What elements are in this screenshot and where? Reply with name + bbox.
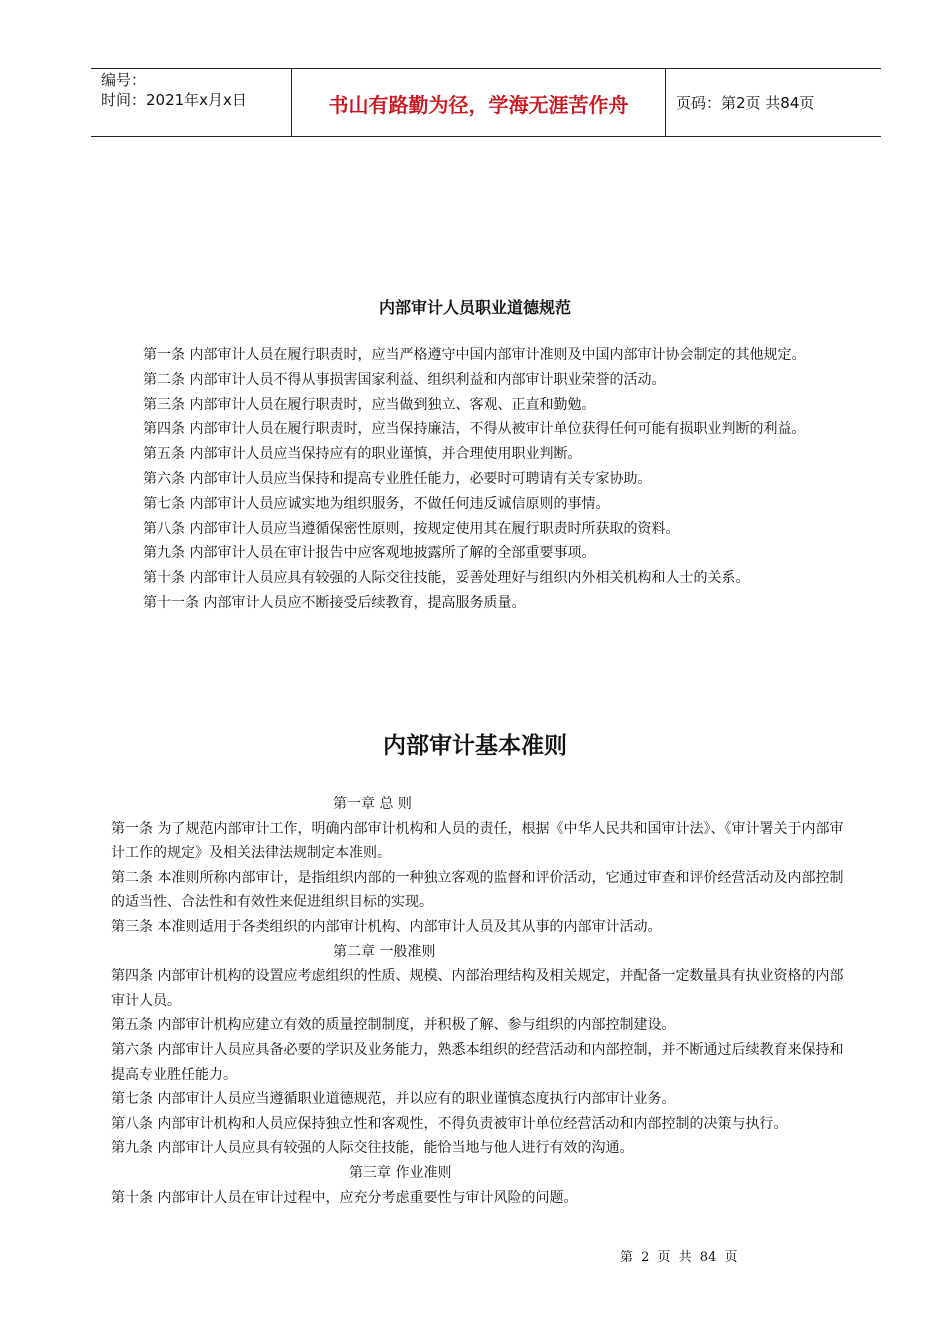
page-footer: 第 2 页 共 84 页 xyxy=(620,1250,738,1265)
standards-article-9: 第九条 内部审计人员应具有较强的人际交往技能，能恰当地与他人进行有效的沟通。 xyxy=(111,1140,634,1157)
ethics-article-4: 第四条 内部审计人员在履行职责时，应当保持廉洁，不得从被审计单位获得任何可能有损职业判断的利益。 xyxy=(143,421,806,438)
header-bottom-rule xyxy=(91,136,881,137)
ethics-article-5: 第五条 内部审计人员应当保持应有的职业谨慎，并合理使用职业判断。 xyxy=(143,446,582,463)
number-label: 编号： xyxy=(101,71,147,89)
header-divider-right xyxy=(665,69,666,136)
standards-article-3: 第三条 本准则适用于各类组织的内部审计机构、内部审计人员及其从事的内部审计活动。 xyxy=(111,918,662,935)
ethics-article-3: 第三条 内部审计人员在履行职责时，应当做到独立、客观、正直和勤勉。 xyxy=(143,396,596,413)
standards-title: 内部审计基本准则 xyxy=(383,733,567,759)
standards-body xyxy=(111,792,856,1210)
standards-article-2: 第二条 本准则所称内部审计，是指组织内部的一种独立客观的监督和评价活动，它通过审查和评价经营活动及内部控制的适当性、合法性和有效性来促进组织目标的实现。 xyxy=(111,869,844,911)
standards-article-7: 第七条 内部审计人员应当遵循职业道德规范，并以应有的职业谨慎态度执行内部审计业务。 xyxy=(111,1091,676,1108)
time-label: 时间：2021年x月x日 xyxy=(101,91,247,109)
standards-article-1: 第一条 为了规范内部审计工作，明确内部审计机构和人员的责任，根据《中华人民共和国审计法》、《审计署关于内部审计工作的规定》及相关法律法规制定本准则。 xyxy=(111,820,844,862)
standards-article-6: 第六条 内部审计人员应具备必要的学识及业务能力，熟悉本组织的经营活动和内部控制，并不断通过后续教育来保持和提高专业胜任能力。 xyxy=(111,1041,844,1083)
header-motto: 书山有路勤为径，学海无涯苦作舟 xyxy=(328,93,629,117)
ethics-article-2: 第二条 内部审计人员不得从事损害国家利益、组织利益和内部审计职业荣誉的活动。 xyxy=(143,371,666,388)
header-left-cell xyxy=(101,70,286,110)
ethics-article-7: 第七条 内部审计人员应诚实地为组织服务，不做任何违反诚信原则的事情。 xyxy=(143,495,610,512)
ethics-article-1: 第一条 内部审计人员在履行职责时，应当严格遵守中国内部审计准则及中国内部审计协会制定的其他规定。 xyxy=(143,347,806,363)
standards-article-5: 第五条 内部审计机构应建立有效的质量控制制度，并积极了解、参与组织的内部控制建设。 xyxy=(111,1017,676,1034)
header-top-rule xyxy=(91,68,881,69)
ethics-article-10: 第十条 内部审计人员应具有较强的人际交往技能，妥善处理好与组织内外相关机构和人士的关系。 xyxy=(143,570,750,587)
header-page-info: 页码：第2页 共84页 xyxy=(676,94,815,112)
ethics-article-8: 第八条 内部审计人员应当遵循保密性原则，按规定使用其在履行职责时所获取的资料。 xyxy=(143,520,680,537)
ethics-articles xyxy=(111,343,851,616)
standards-article-8: 第八条 内部审计机构和人员应保持独立性和客观性，不得负责被审计单位经营活动和内部控制的决策与执行。 xyxy=(111,1115,788,1132)
standards-article-10: 第十条 内部审计人员在审计过程中，应充分考虑重要性与审计风险的问题。 xyxy=(111,1189,578,1206)
ethics-article-6: 第六条 内部审计人员应当保持和提高专业胜任能力，必要时可聘请有关专家协助。 xyxy=(143,470,652,487)
chapter-3-heading: 第三章 作业准则 xyxy=(349,1164,452,1181)
ethics-title: 内部审计人员职业道德规范 xyxy=(378,298,571,317)
ethics-article-11: 第十一条 内部审计人员应不断接受后续教育，提高服务质量。 xyxy=(143,594,526,611)
ethics-article-9: 第九条 内部审计人员在审计报告中应客观地披露所了解的全部重要事项。 xyxy=(143,545,596,562)
chapter-2-heading: 第二章 一般准则 xyxy=(333,943,436,960)
chapter-1-heading: 第一章 总 则 xyxy=(333,796,412,812)
standards-article-4: 第四条 内部审计机构的设置应考虑组织的性质、规模、内部治理结构及相关规定，并配备一定数量具有执业资格的内部审计人员。 xyxy=(111,968,844,1009)
